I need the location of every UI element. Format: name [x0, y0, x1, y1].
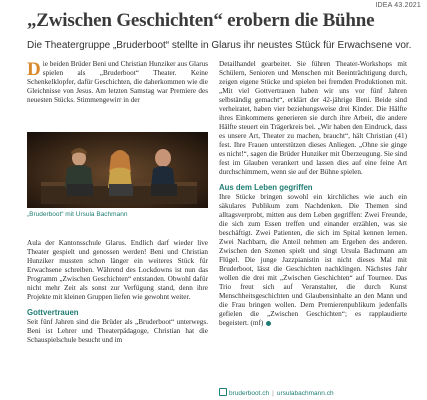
link-separator: |: [272, 390, 274, 397]
end-mark-icon: [266, 321, 271, 326]
link-ursulabachmann[interactable]: ursulabachmann.ch: [276, 390, 334, 397]
issue-label: IDEA 43.2021: [375, 2, 421, 9]
photo-caption: „Bruderboot“ mit Ursula Bachmann: [27, 211, 128, 218]
paragraph: Seit fünf Jahren sind die Brüder als „Bruderboot“ unterwegs. Beni ist Lehrer und Theaterpädagoge, Christian hat die Schauspielschule besucht und im: [27, 318, 208, 344]
paragraph: [219, 193, 407, 328]
article-headline: „Zwischen Geschichten“ erobern die Bühne: [27, 10, 375, 31]
website-links: [219, 388, 334, 397]
photo-illustration: [27, 132, 208, 208]
paragraph: Aula der Kantonsschule Glarus. Endlich darf wieder live Theater gespielt und genossen werden! Beni und Christian Hunziker mussten schon länger ein weiteres Stück für Erwachsene schreiben. Während des Lockdowns ist nun das Programm „Zwischen Geschichten“ entstanden. Obwohl dafür nicht mehr Zeit als sonst zur Verfügung stand, denn ihre Projekte mit kleinen Gruppen liefen wie gewohnt weiter.: [27, 239, 208, 301]
subheading-gottvertrauen: Gottvertrauen: [27, 308, 79, 317]
intro-paragraph: [27, 60, 208, 105]
paragraph: Detailhandel gearbeitet. Sie führen Theater-Workshops mit Schülern, Senioren und Menschen mit Beeinträchtigung durch, zeigen eigene Stücke und spielen bei fremden Produktionen mit. „Mit viel Gottvertrauen haben wir uns vor fünf Jahren selbständig gemacht“, erklärt der 42-jährige Beni. Beide sind verheiratet, haben vier beziehungsweise drei Kinder. Die Hälfte ihres Einkommens generieren sie durch ihre Arbeit, die andere Hälfte steuert ein Trägerkreis bei. „Wir haben den Eindruck, dass es unsere Art, Theater zu machen, braucht“, hält Christian (41) fest. Ihre Frauen unterstützen dieses Anliegen. „Ohne sie ginge es nicht!“, sagen die Brüder Hunziker mit Überzeugung. Sie sind fest im Glauben verankert und lassen dies auf eine feine Art durchschimmern, wenn sie auf der Bühne spielen.: [219, 60, 407, 176]
column-1-top: [27, 60, 208, 105]
paragraph-text: Ihre Stücke bringen sowohl ein kirchliches wie auch ein säkulares Publikum zum Nachdenken. Die Themen sind alltagsverprobt, mitten aus dem Leben gegriffen: Zwei Freunde, die sich zum Essen treffen und einander erzählen, was sie beschäftigt. Zwei Patienten, die sich im Spital kennen lernen. Zwei Nachbarn, die Anteil nehmen am Ergehen des anderen. Zwischen den Szenen spielt und singt Ursula Bachmann am Flügel. Die junge Jazzpianistin ist nicht dieses Mal mit Bruderboot, lässt die Geschichten nachklingen. Nächstes Jahr wollen die drei mit „Zwischen Geschichten“ auf Tournee. Das Trio freut sich auf Veranstalter, die durch Kunst Menschheitsgeschichten und Glaubensinhalte an den Mann und die Frau bringen wollen. Dem Premierenpublikum jedenfalls gefielen die „Zwischen Geschichten“; es rapplaudierte begeistert. (mf): [219, 193, 407, 327]
subheading-aus-dem-leben: Aus dem Leben gegriffen: [219, 183, 313, 192]
dropcap: D: [27, 59, 41, 80]
article-photo: [27, 132, 208, 208]
article-lead: Die Theatergruppe „Bruderboot“ stellte in Glarus ihr neustes Stück für Erwachsene vor.: [27, 40, 412, 51]
intro-text: ie beiden Brüder Beni und Christian Hunziker aus Glarus spielen als „Bruderboot“ Theater. Keine Schenkelklopfer, dafür Geschichten, die daherkommen wie die Gleichnisse von Jesus. Am letzten Samstag war Premiere des neuesten Stücks. Stimmengewirr in der: [27, 60, 208, 104]
external-link-icon: [219, 388, 227, 396]
column-1-bottom: [27, 239, 208, 345]
link-bruderboot[interactable]: bruderboot.ch: [229, 390, 270, 397]
column-2: [219, 60, 407, 328]
